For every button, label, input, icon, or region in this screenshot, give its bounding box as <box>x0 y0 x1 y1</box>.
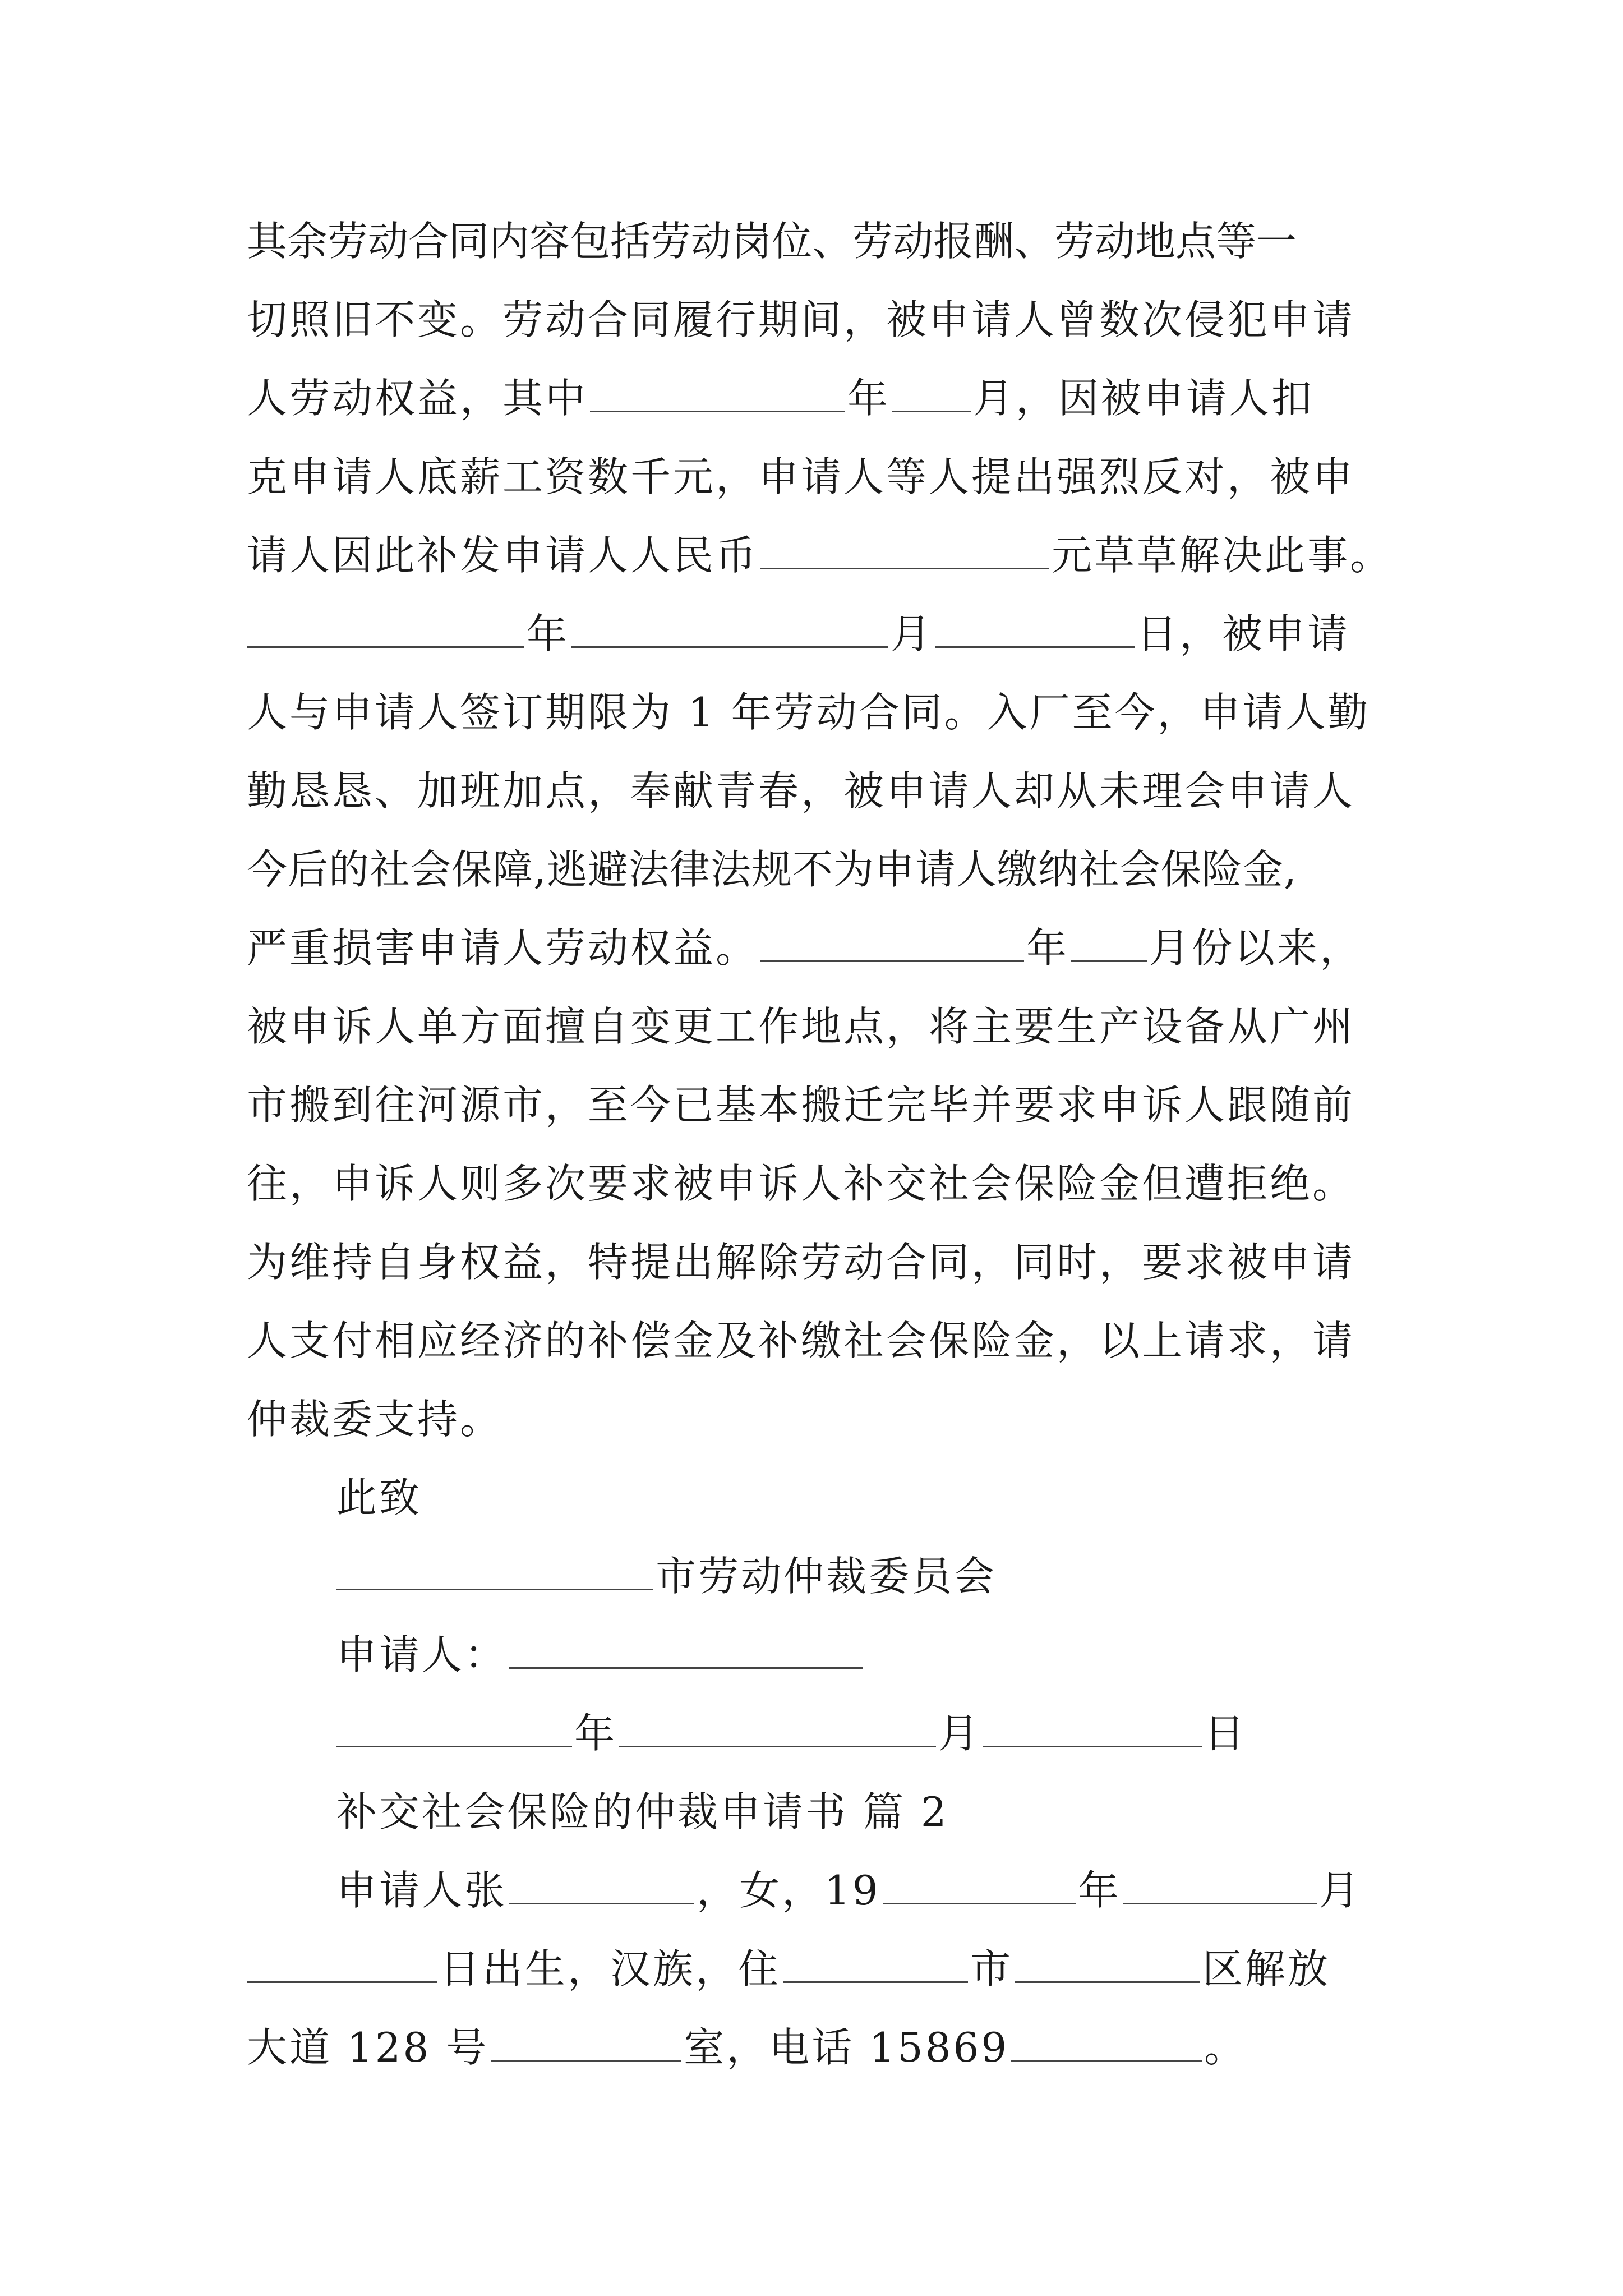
body-line <box>247 1930 1385 2008</box>
body-line <box>247 830 1385 909</box>
body-line <box>247 280 1385 359</box>
text-run: 为维持自身权益，特提出解除劳动合同，同时，要求被申请 <box>247 1239 1355 1286</box>
text-run: 年 <box>1078 1867 1121 1914</box>
text-run: ，女，19 <box>697 1867 880 1914</box>
fill-in-blank <box>760 528 1049 569</box>
text-run: 此致 <box>336 1474 422 1521</box>
text-run: 月，因被申请人扣 <box>973 375 1315 422</box>
fill-in-blank <box>1123 1864 1317 1904</box>
text-run: 月 <box>1318 1867 1362 1914</box>
text-run: 日，被申请 <box>1137 610 1350 657</box>
fill-in-blank <box>571 607 888 648</box>
text-run: 申请人张 <box>336 1867 508 1914</box>
body-line <box>247 516 1393 595</box>
text-run: 被申诉人单方面擅自变更工作地点，将主要生产设备从广州 <box>247 1003 1355 1050</box>
text-run: 日 <box>1204 1710 1247 1757</box>
text-run: 往，申诉人则多次要求被申诉人补交社会保险金但遭拒绝。 <box>247 1160 1355 1207</box>
body-line <box>247 359 1385 438</box>
fill-in-blank <box>1071 921 1147 962</box>
text-run: 大道 128 号 <box>247 2024 489 2071</box>
fill-in-blank <box>883 1864 1076 1904</box>
body-line <box>247 909 1385 987</box>
text-run: 克申请人底薪工资数千元，申请人等人提出强烈反对，被申 <box>247 453 1355 500</box>
text-run: 年 <box>574 1710 617 1757</box>
text-run: 补交社会保险的仲裁申请书 篇 2 <box>336 1788 949 1835</box>
section-title <box>336 1773 1475 1851</box>
text-run: 月份以来， <box>1149 924 1363 972</box>
text-run: 今后的社会保障,逃避法律法规不为申请人缴纳社会保险金, <box>247 846 1297 893</box>
fill-in-blank <box>509 1864 694 1904</box>
fill-in-blank <box>509 1628 863 1669</box>
body-line <box>336 1851 1475 1930</box>
text-run: 市劳动仲裁委员会 <box>656 1553 997 1600</box>
text-run: 严重损害申请人劳动权益。 <box>247 924 759 972</box>
body-line <box>247 1223 1385 1301</box>
text-run: 其余劳动合同内容包括劳动岗位、劳动报酬、劳动地点等一 <box>247 218 1297 265</box>
fill-in-blank <box>935 607 1135 648</box>
text-run: 请人因此补发申请人人民币 <box>247 532 759 579</box>
addressee-line <box>336 1537 1475 1616</box>
fill-in-blank <box>760 921 1024 962</box>
body-line <box>247 202 1385 280</box>
text-run: 人与申请人签订期限为 1 年劳动合同。入厂至今，申请人勤 <box>247 689 1371 736</box>
salutation <box>336 1458 1475 1537</box>
fill-in-blank <box>983 1706 1202 1747</box>
fill-in-blank <box>892 371 971 412</box>
body-line <box>247 1144 1385 1223</box>
text-run: 人支付相应经济的补偿金及补缴社会保险金，以上请求，请 <box>247 1317 1355 1364</box>
body-line <box>247 2008 1385 2087</box>
fill-in-blank <box>590 371 845 412</box>
text-run: 年 <box>847 375 891 422</box>
text-run: 。 <box>1204 2024 1247 2071</box>
body-line <box>247 673 1385 752</box>
body-line <box>247 752 1385 830</box>
fill-in-blank <box>491 2021 681 2062</box>
body-line <box>247 1301 1385 1380</box>
fill-in-blank <box>247 607 524 648</box>
body-line <box>247 438 1385 516</box>
fill-in-blank <box>619 1706 936 1747</box>
fill-in-blank <box>1015 1942 1200 1983</box>
text-run: 月 <box>891 610 934 657</box>
text-run: 月 <box>938 1710 981 1757</box>
text-run: 市搬到往河源市，至今已基本搬迁完毕并要求申诉人跟随前 <box>247 1082 1355 1129</box>
text-run: 申请人： <box>336 1631 508 1678</box>
text-run: 室，电话 15869 <box>684 2024 1009 2071</box>
text-run: 年 <box>527 610 570 657</box>
text-run: 市 <box>970 1945 1013 1993</box>
date-line <box>336 1694 1475 1773</box>
applicant-signature-line <box>336 1616 1475 1694</box>
fill-in-blank <box>783 1942 968 1983</box>
text-run: 勤恳恳、加班加点，奉献青春，被申请人却从未理会申请人 <box>247 767 1355 815</box>
text-run: 仲裁委支持。 <box>247 1396 503 1443</box>
text-run: 日出生，汉族，住 <box>440 1945 781 1993</box>
text-run: 区解放 <box>1202 1945 1331 1993</box>
fill-in-blank <box>247 1942 437 1983</box>
fill-in-blank <box>336 1706 572 1747</box>
text-run: 年 <box>1026 924 1069 972</box>
fill-in-blank <box>1011 2021 1202 2062</box>
text-run: 人劳动权益，其中 <box>247 375 588 422</box>
fill-in-blank <box>336 1549 653 1590</box>
body-line <box>247 987 1385 1066</box>
body-line <box>247 1380 1385 1458</box>
text-run: 切照旧不变。劳动合同履行期间，被申请人曾数次侵犯申请 <box>247 296 1355 343</box>
text-run: 元草草解决此事。 <box>1052 532 1393 579</box>
body-line <box>247 1066 1385 1144</box>
body-line <box>247 595 1385 673</box>
